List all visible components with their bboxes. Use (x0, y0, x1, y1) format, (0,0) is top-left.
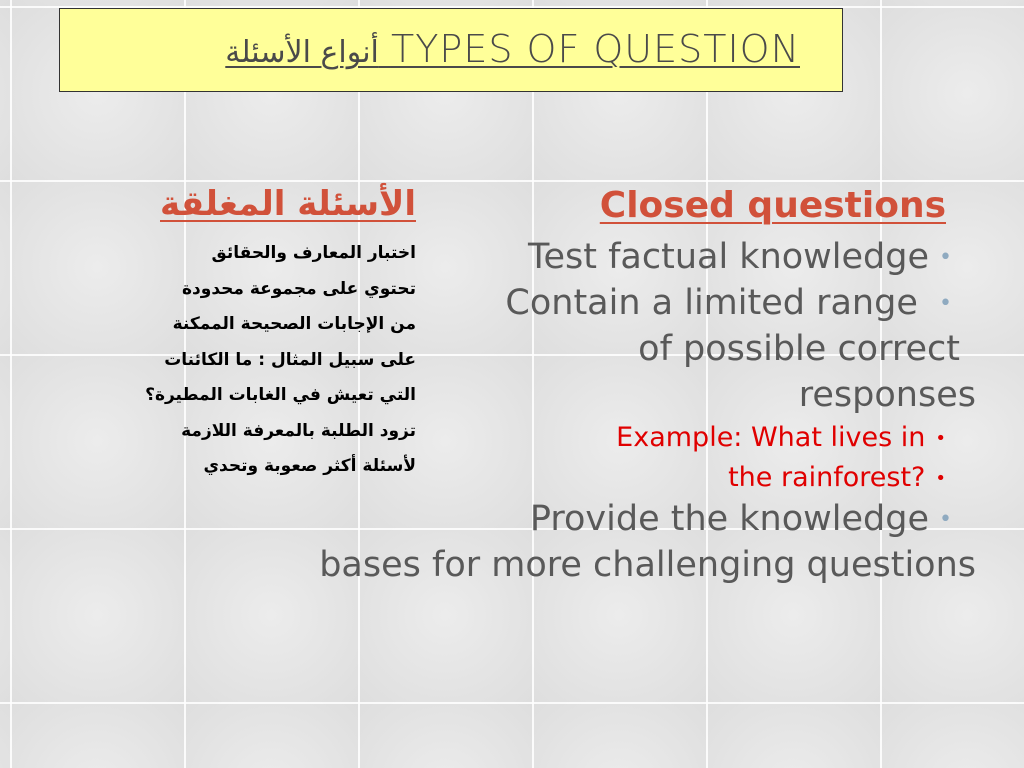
arabic-line: على سبيل المثال : ما الكائنات (164, 349, 416, 370)
arabic-line: لأسئلة أكثر صعوبة وتحدي (203, 456, 416, 476)
arabic-line: اختبار المعارف والحقائق (211, 243, 416, 263)
title-box (59, 8, 843, 92)
bullet-icon: • (939, 245, 952, 270)
bullet-limited-range (505, 280, 952, 327)
bullet-continuation: responses (798, 375, 976, 415)
arabic-line: من الإجابات الصحيحة الممكنة (172, 314, 416, 334)
bullet-icon: • (935, 467, 946, 489)
bullet-provide-knowledge (530, 496, 952, 543)
bullet-test-factual (528, 234, 952, 281)
bullet-text: Contain a limited range (505, 283, 918, 323)
bullet-icon: • (939, 507, 952, 532)
english-column (180, 180, 976, 600)
title-english: TYPES OF QUESTION (390, 27, 800, 71)
bullet-icon: • (935, 427, 946, 449)
bullet-continuation: of possible correct (638, 329, 960, 369)
bullet-text: Test factual knowledge (528, 237, 930, 277)
example-bullet (616, 420, 946, 457)
arabic-line: التي تعيش في الغابات المطيرة؟ (145, 385, 416, 405)
bullet-continuation: bases for more challenging questions (319, 545, 976, 585)
title-arabic: أنواع الأسئلة (225, 35, 379, 70)
arabic-line: تزود الطلبة بالمعرفة اللازمة (181, 420, 416, 441)
arabic-heading: الأسئلة المغلقة (160, 184, 416, 224)
english-heading: Closed questions (599, 185, 946, 226)
arabic-line: تحتوي على مجموعة محدودة (182, 278, 416, 299)
example-text: the rainforest? (728, 462, 926, 493)
slide-title (225, 27, 800, 71)
bullet-text: Provide the knowledge (529, 499, 930, 539)
example-bullet (728, 460, 946, 497)
example-text: Example: What lives in (616, 422, 926, 453)
bullet-icon: • (939, 291, 952, 316)
